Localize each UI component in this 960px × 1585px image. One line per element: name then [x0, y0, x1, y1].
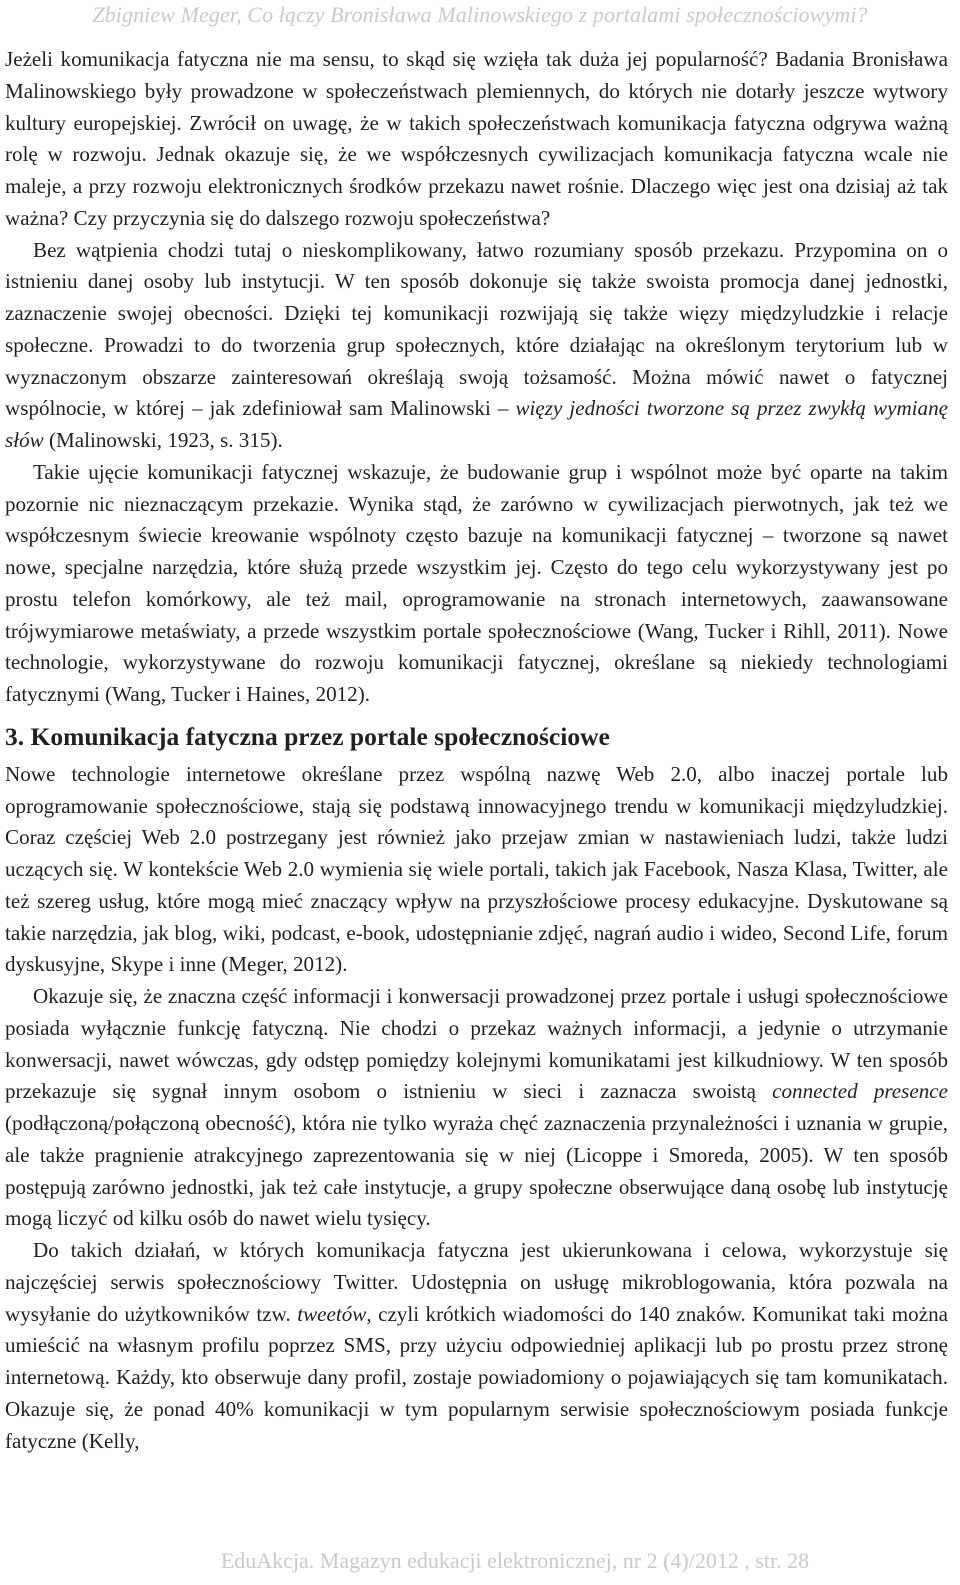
- paragraph-2-quote: więzy jedności tworzone są przez zwykłą wymianę słów: [5, 396, 948, 452]
- page-content: [5, 44, 948, 1457]
- paragraph-2: [5, 235, 948, 457]
- paragraph-4: Nowe technologie internetowe określane przez wspólną nazwę Web 2.0, albo inaczej portale lub oprogramowanie społecznościowe, stają się podstawą innowacyjnego trendu w komunikacji międzyludzkiej. Coraz częściej Web 2.0 postrzegany jest również jako przejaw zmian w nastawieniach ludzi, także ludzi uczących się. W kontekście Web 2.0 wymienia się wiele portali, takich jak Facebook, Nasza Klasa, Twitter, ale też szereg usług, które mogą mieć znaczący wpływ na przyszłościowe procesy edukacyjne. Dyskutowane są takie narzędzia, jak blog, wiki, podcast, e-book, udostępnianie zdjęć, nagrań audio i wideo, Second Life, forum dyskusyjne, Skype i inne (Meger, 2012).: [5, 761, 948, 977]
- paragraph-6: [5, 1235, 948, 1457]
- page-footer: EduAkcja. Magazyn edukacji elektronicznej, nr 2 (4)/2012 , str. 28: [220, 1548, 810, 1573]
- paragraph-6-text-a: Do takich działań, w których komunikacja fatyczna jest ukierunkowana i celowa, wykorzystuje się najczęściej serwis społecznościowy Twitter. Udostępnia on usługę mikroblogowania, która pozwala na wysyłanie do użytkowników tzw.: [5, 1238, 948, 1326]
- running-header: Zbigniew Meger, Co łączy Bronisława Malinowskiego z portalami społecznościowymi?: [92, 2, 868, 27]
- paragraph-5-term: connected presence: [772, 1079, 949, 1104]
- section-heading: 3. Komunikacja fatyczna przez portale społecznościowe: [5, 721, 610, 751]
- paragraph-1: Jeżeli komunikacja fatyczna nie ma sensu, to skąd się wzięła tak duża jej popularność? Badania Bronisława Malinowskiego były prowadzone w społeczeństwach plemiennych, do których nie dotarły jeszcze wytwory kultury europejskiej. Zwrócił on uwagę, że w takich społeczeństwach komunikacja fatyczna odgrywa ważną rolę w rozwoju. Jednak okazuje się, że we współczesnych cywilizacjach komunikacja fatyczna wcale nie maleje, a przy rozwoju elektronicznych środków przekazu nawet rośnie. Dlaczego więc jest ona dzisiaj aż tak ważna? Czy przyczynia się do dalszego rozwoju społeczeństwa?: [5, 47, 948, 230]
- paragraph-2-text-b: (Malinowski, 1923, s. 315).: [43, 428, 283, 452]
- paragraph-2-text-a: Bez wątpienia chodzi tutaj o nieskomplikowany, łatwo rozumiany sposób przekazu. Przypomina on o istnieniu danej osoby lub instytucji. W ten sposób dokonuje się także swoista promocja danej jednostki, zaznaczenie swojej obecności. Dzięki tej komunikacji rozwijają się także więzy międzyludzkie i relacje społeczne. Prowadzi to do tworzenia grup społecznych, które działając na określonym terytorium lub w wyznaczonym obszarze zainteresowań określają swoją tożsamość. Można mówić nawet o fatycznej wspólnocie, w której – jak zdefiniował sam Malinowski –: [5, 237, 948, 421]
- paragraph-5-text-b: (podłączoną/połączoną obecność), która nie tylko wyraża chęć zaznaczenia przynależności i uznania w grupie, ale także pragnienie atrakcyjnego zaprezentowania się w niej (Licoppe i Smoreda, 2005). W ten sposób postępują zarówno jednostki, jak też całe instytucje, a grupy społeczne obserwujące daną osobę lub instytucję mogą liczyć od kilku osób do nawet wielu tysięcy.: [5, 1111, 948, 1231]
- paragraph-5: [5, 981, 948, 1235]
- paragraph-6-term: tweetów: [297, 1301, 367, 1326]
- paragraph-3: Takie ujęcie komunikacji fatycznej wskazuje, że budowanie grup i wspólnot może być oparte na takim pozornie nic nieznaczącym przekazie. Wynika stąd, że zarówno w cywilizacjach pierwotnych, jak też we współczesnym świecie kreowanie wspólnoty często bazuje na komunikacji fatycznej – tworzone są nawet nowe, specjalne narzędzia, które służą przede wszystkim jej. Często do tego celu wykorzystywany jest po prostu telefon komórkowy, ale też mail, oprogramowanie na stronach internetowych, zaawansowane trójwymiarowe metaświaty, a przede wszystkim portale społecznościowe (Wang, Tucker i Rihll, 2011). Nowe technologie, wykorzystywane do rozwoju komunikacji fatycznej, określane są niekiedy technologiami fatycznymi (Wang, Tucker i Haines, 2012).: [5, 459, 948, 706]
- paragraph-5-text-a: Okazuje się, że znaczna część informacji i konwersacji prowadzonej przez portale i usługi społecznościowe posiada wyłącznie funkcję fatyczną. Nie chodzi o przekaz ważnych informacji, a jedynie o utrzymanie konwersacji, nawet wówczas, gdy odstęp pomiędzy kolejnymi komunikatami jest kilkudniowy. W ten sposób przekazuje się sygnał innym osobom o istnieniu w sieci i zaznacza swoistą: [5, 984, 948, 1104]
- paragraph-6-text-b: , czyli krótkich wiadomości do 140 znaków. Komunikat taki można umieścić na własnym profilu poprzez SMS, przy użyciu odpowiedniej aplikacji lub po prostu przez stronę internetową. Każdy, kto obserwuje dany profil, zostaje powiadomiony o pojawiających się tam komunikatach. Okazuje się, że ponad 40% komunikacji w tym popularnym serwisie społecznościowym posiada funkcje fatyczne (Kelly,: [5, 1301, 948, 1453]
